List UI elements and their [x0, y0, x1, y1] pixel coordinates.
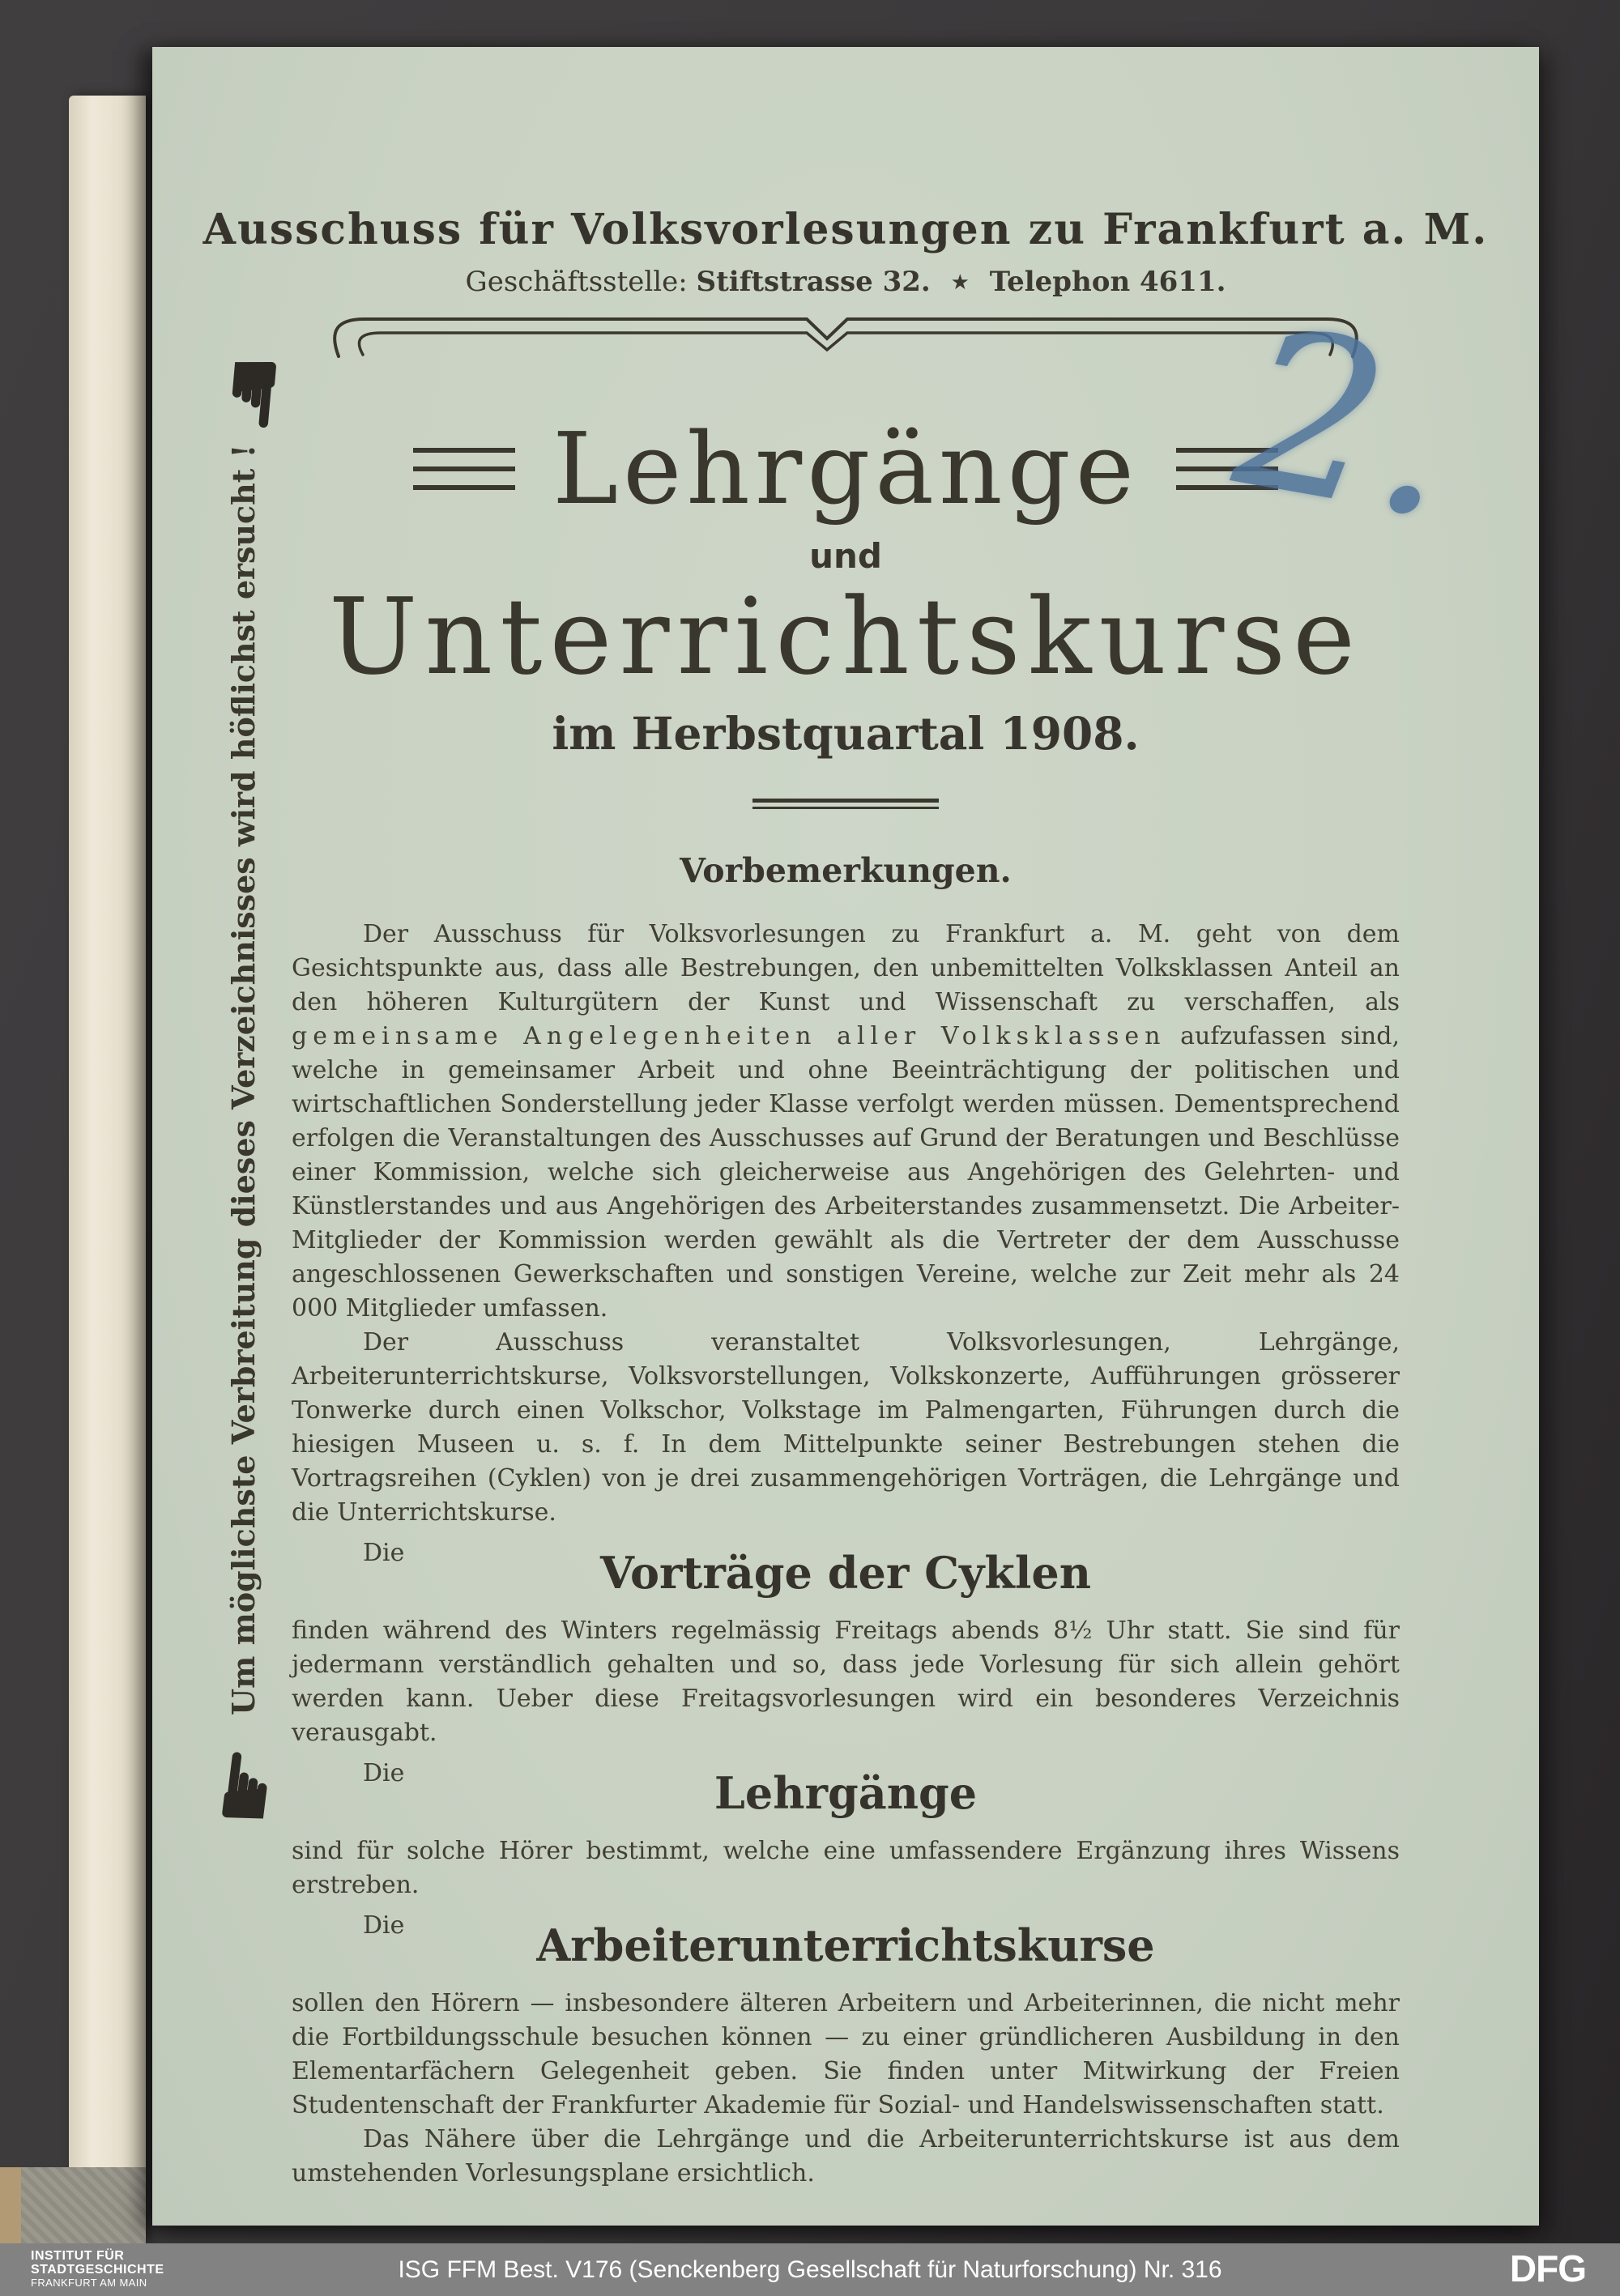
archive-citation: ISG FFM Best. V176 (Senckenberg Gesellschaft für Naturforschung) Nr. 316 [398, 2256, 1222, 2283]
office-address: Stiftstrasse 32. [696, 266, 931, 298]
manicule-pointing-hand-icon: ☛ [197, 348, 309, 439]
body-copy [292, 918, 1400, 2191]
section-lehrgaenge [292, 1757, 1400, 1834]
institute-line-2: STADTGESCHICHTE [31, 2263, 164, 2277]
triple-rule-left-icon [413, 448, 515, 490]
institute-line-1: INSTITUT FÜR [31, 2249, 125, 2263]
paragraph-1-emphasis: gemeinsame Angelegenheiten aller Volksklassen [292, 1022, 1166, 1051]
closing-paragraph: Das Nähere über die Lehrgänge und die Arbeiterunterrichtskurse ist aus dem umstehenden Vorlesungsplane ersichtlich. [292, 2125, 1400, 2188]
office-phone: Telephon 4611. [989, 266, 1226, 298]
title-season: im Herbstquartal 1908. [552, 707, 1140, 760]
vorbemerkungen-heading: Vorbemerkungen. [680, 851, 1012, 890]
double-rule-divider [752, 799, 939, 809]
kurse-paragraph: sollen den Hörern — insbesondere älteren Arbeitern und Arbeiterinnen, die nicht mehr die Fortbildungsschule besuchen können — zu einer gründlicheren Ausbildung in den Elementarfächern Gelegenheit geben. Sie finden unter Mitwirkung der Freien Studentenschaft der Frankfurter Akademie für Sozial- und Handelswissenschaften statt. [292, 1989, 1400, 2120]
organization-title: Ausschuss für Volksvorlesungen zu Frankfurt a. M. [202, 205, 1489, 254]
binding-cloth [0, 2167, 146, 2243]
title-connector: und [809, 536, 882, 576]
institute-line-3: FRANKFURT AM MAIN [31, 2276, 147, 2289]
handwritten-number-stamp: 2. [1221, 279, 1473, 569]
dfg-logo: DFG [1509, 2247, 1586, 2290]
lehrgaenge-paragraph: sind für solche Hörer bestimmt, welche eine umfassendere Ergänzung ihres Wissens erstreben. [292, 1837, 1400, 1900]
margin-request-note: Um möglichste Verbreitung dieses Verzeichnisses wird höflichst ersucht ! [225, 444, 262, 1715]
decorative-bracket [327, 311, 1364, 361]
die-label-kurse: Die [363, 1911, 405, 1940]
cyklen-heading: Vorträge der Cyklen [600, 1547, 1091, 1600]
paragraph-1-post: aufzufassen sind, welche in gemeinsamer Arbeit und ohne Beeinträchtigung der politischen und wirtschaftlichen Sonderstellung jeder Klasse verfolgt werden müssen. Dementsprechend erfolgen die Veranstaltungen des Ausschusses auf Grund der Beratungen und Beschlüsse einer Kommission, welche sich gleicherweise aus Angehörigen des Gelehrten- und Künstlerstandes und aus Angehörigen des Arbeiterstandes zusammensetzt. Die Arbeiter-Mitglieder der Kommission werden gewählt als die Vertreter der dem Ausschusse angeschlossenen Gewerkschaften und sonstigen Vereine, welche zur Zeit mehr als 24 000 Mitglieder umfassen. [292, 1022, 1400, 1323]
office-label: Geschäftsstelle: [465, 266, 688, 298]
die-label-cyklen: Die [363, 1539, 405, 1568]
cyklen-paragraph: finden während des Winters regelmässig Freitags abends 8½ Uhr statt. Sie sind für jedermann verständlich gehalten und so, dass jede Vorlesung für sich allein gehört werden kann. Ueber diese Freitagsvorlesungen wird ein besonderes Verzeichnis verausgabt. [292, 1617, 1400, 1748]
paragraph-1-pre: Der Ausschuss für Volksvorlesungen zu Frankfurt a. M. geht von dem Gesichtspunkte aus, dass alle Bestrebungen, den unbemittelten Volksklassen Anteil an den höheren Kulturgütern der Kunst und Wissenschaft zu verschaffen, als [292, 920, 1400, 1017]
archive-footer-bar [0, 2243, 1620, 2296]
title-lehrgaenge: Lehrgänge [552, 411, 1139, 526]
paragraph-2: Der Ausschuss veranstaltet Volksvorlesungen, Lehrgänge, Arbeiterunterrichtskurse, Volksvorstellungen, Volkskonzerte, Aufführungen grösserer Tonwerke durch einen Volkschor, Volkstage im Palmengarten, Führungen durch die hiesigen Museen u. s. f. In dem Mittelpunkte seiner Bestrebungen stehen die Vortragsreihen (Cyklen) von je drei zusammengehörigen Vorträgen, die Lehrgänge und die Unterrichtskurse. [292, 1328, 1400, 1527]
scanned-page [152, 47, 1539, 2226]
star-separator-icon: ★ [950, 270, 970, 295]
paragraph-1 [292, 918, 1400, 1326]
book-page-edge [69, 96, 146, 2243]
manicule-pointing-hand-icon: ☛ [189, 1740, 304, 1834]
lehrgaenge-heading: Lehrgänge [714, 1767, 978, 1820]
binding-tan-edge [0, 2167, 21, 2243]
institute-logo-text [31, 2249, 164, 2289]
die-label-lehrgaenge: Die [363, 1759, 405, 1788]
kurse-heading: Arbeiterunterrichtskurse [536, 1919, 1155, 1972]
section-arbeiterunterrichtskurse [292, 1909, 1400, 1987]
title-unterrichtskurse: Unterrichtskurse [328, 575, 1363, 698]
section-cyklen [292, 1536, 1400, 1614]
